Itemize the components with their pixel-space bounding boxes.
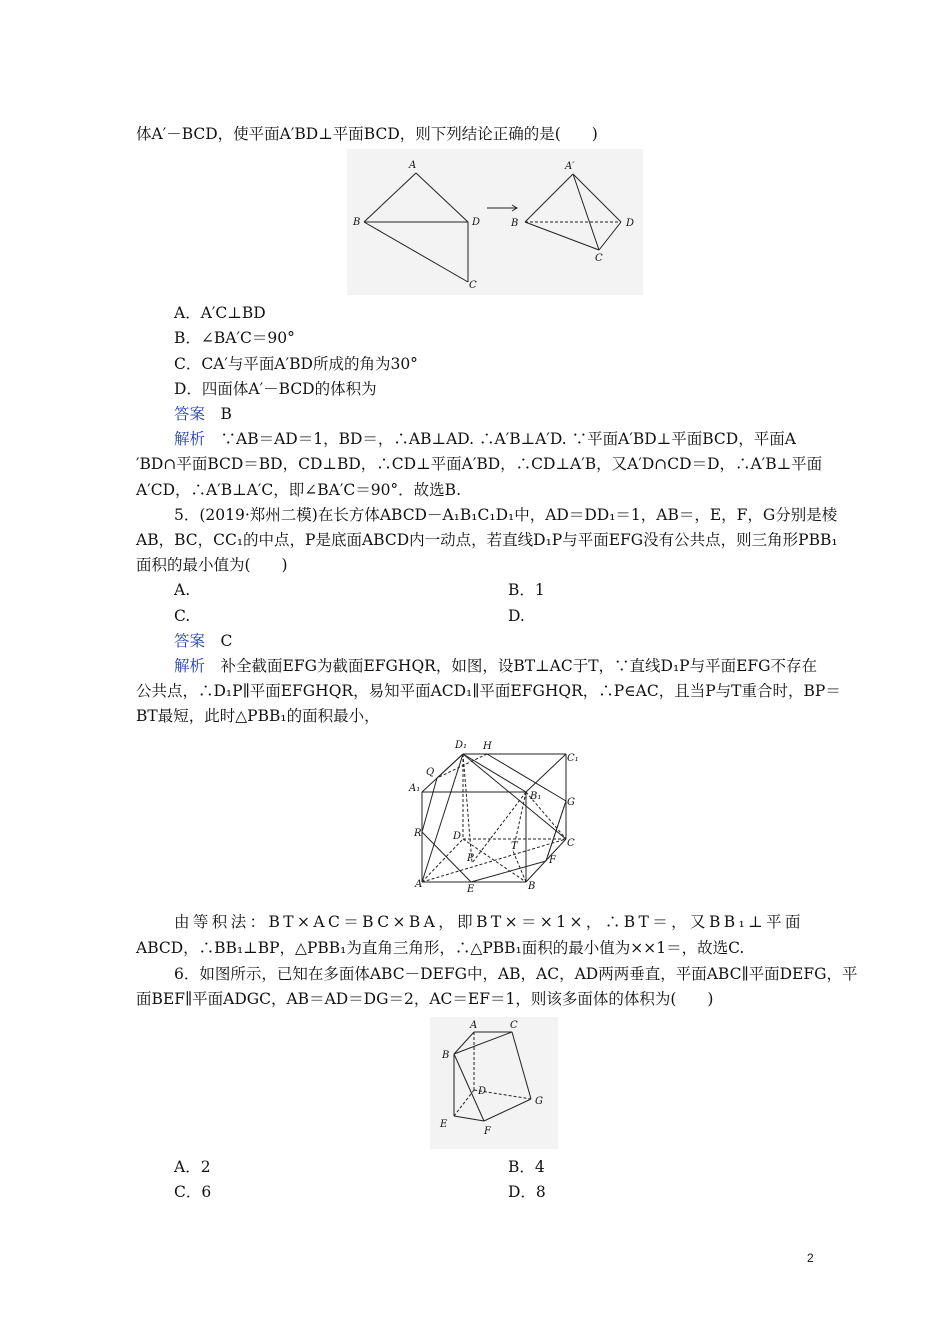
p4-option-b: B．∠BA′C＝90°: [174, 329, 295, 347]
p6-fig-label-f: F: [484, 1126, 491, 1137]
p4-fig-label-c2: C: [595, 253, 603, 264]
p5-fig-label-d1: D₁: [455, 740, 468, 751]
page-number: 2: [807, 1251, 814, 1265]
p5-analysis-text-1: 补全截面EFG为截面EFGHQR，如图，设BT⊥AC于T，∵直线D₁P与平面EFG不存在: [220, 657, 818, 675]
p5-fig-label-d: D: [453, 831, 462, 842]
p5-analysis-line-3: BT最短，此时△PBB₁的面积最小，: [136, 707, 380, 725]
p5-figure: [403, 737, 590, 893]
p5-analysis-line-2: 公共点，∴D₁P∥平面EFGHQR，易知平面ACD₁∥平面EFGHQR，∴P∈AC，且当P与T重合时，BP＝: [136, 682, 841, 700]
p5-answer-label: 答案: [174, 632, 206, 650]
p5-analysis-line-1: [174, 656, 817, 676]
p5-fig-label-e: E: [467, 884, 475, 893]
p5-fig-label-p: P: [467, 853, 474, 864]
p4-analysis-line-2: ′BD∩平面BCD＝BD，CD⊥BD，∴CD⊥平面A′BD，∴CD⊥A′B，又A′D∩CD＝D，∴A′B⊥平面: [136, 455, 823, 473]
p5-stem-line-1: 5．(2019·郑州二模)在长方体ABCD－A₁B₁C₁D₁中，AD＝DD₁＝1，AB＝，E，F，G分别是棱: [174, 506, 838, 524]
p5-fig-label-g: G: [567, 797, 575, 808]
p5-fig-label-r: R: [414, 828, 422, 839]
p5-fig-label-q: Q: [426, 767, 435, 778]
p4-analysis-line-1: [174, 429, 796, 449]
p4-fig-label-c: C: [469, 280, 477, 291]
p6-fig-label-g: G: [535, 1096, 543, 1107]
p5-fig-label-b1: B₁: [530, 791, 542, 802]
p5-fig-label-c: C: [567, 838, 575, 849]
p4-figure: [347, 149, 643, 295]
p4-analysis-label: 解析: [174, 430, 206, 448]
p4-fig-label-d2: D: [626, 218, 635, 229]
p4-analysis-text-1: ∵AB＝AD＝1，BD＝，∴AB⊥AD. ∴A′B⊥A′D. ∵平面A′BD⊥平面BCD，平面A: [220, 430, 796, 448]
p4-answer-value: B: [220, 405, 232, 423]
p4-answer-label: 答案: [174, 405, 206, 423]
p4-option-d: D．四面体A′－BCD的体积为: [174, 380, 377, 398]
p4-option-a: A．A′C⊥BD: [174, 304, 266, 322]
p5-stem-line-2: AB，BC，CC₁的中点，P是底面ABCD内一动点，若直线D₁P与平面EFG没有公共点，则三角形PBB₁: [136, 531, 838, 549]
p6-option-b: B．4: [508, 1158, 545, 1176]
p5-option-a: A.: [174, 581, 191, 599]
p5-option-d: D.: [508, 607, 525, 625]
p4-option-c: C．CA′与平面A′BD所成的角为30°: [174, 355, 418, 373]
p5-stem-line-3: 面积的最小值为( ): [136, 556, 288, 574]
p6-option-d: D．8: [508, 1183, 546, 1201]
p4-intro: 体A′－BCD，使平面A′BD⊥平面BCD，则下列结论正确的是( ): [136, 125, 598, 143]
p5-answer-value: C: [220, 632, 233, 650]
p6-option-a: A．2: [174, 1158, 211, 1176]
p4-answer: [174, 404, 232, 424]
p5-answer: [174, 631, 232, 651]
p5-fig-label-a1: A₁: [409, 783, 421, 794]
p5-fig-label-f: F: [549, 855, 556, 866]
p5-fig-label-b: B: [528, 881, 536, 892]
p6-fig-label-b: B: [442, 1050, 450, 1061]
p4-fig-label-d: D: [472, 217, 481, 228]
p6-option-c: C．6: [174, 1183, 212, 1201]
p4-fig-label-b: B: [353, 217, 361, 228]
p5-option-c: C.: [174, 607, 191, 625]
p5-fig-label-t: T: [511, 841, 518, 852]
p5-fig-label-h: H: [483, 741, 492, 752]
p6-fig-label-e: E: [440, 1119, 448, 1130]
p6-stem-line-2: 面BEF∥平面ADGC，AB＝AD＝DG＝2，AC＝EF＝1，则该多面体的体积为( ): [136, 990, 714, 1008]
p5-fig-label-a: A: [415, 879, 423, 890]
p5-fig-label-c1: C₁: [567, 753, 579, 764]
p4-fig-label-a: A: [409, 160, 417, 171]
p6-fig-label-a: A: [470, 1020, 478, 1031]
p6-figure: [430, 1017, 558, 1149]
p5-option-b: B．1: [508, 581, 545, 599]
p5-analysis-label: 解析: [174, 657, 206, 675]
p6-fig-label-d: D: [478, 1086, 487, 1097]
p5-after-line-2: ABCD，∴BB₁⊥BP，△PBB₁为直角三角形，∴△PBB₁面积的最小值为××1＝，故选C.: [136, 939, 745, 957]
p5-after-line-1: 由等积法：BT×AC＝BC×BA，即BT×＝×1×，∴BT＝，又BB₁⊥平面: [174, 913, 804, 931]
p4-analysis-line-3: A′CD，∴A′B⊥A′C，即∠BA′C＝90°．故选B.: [136, 481, 461, 499]
p6-stem-line-1: 6．如图所示，已知在多面体ABC－DEFG中，AB，AC，AD两两垂直，平面ABC∥平面DEFG，平: [174, 965, 858, 983]
p6-fig-label-c: C: [510, 1020, 518, 1031]
p4-fig-label-b2: B: [511, 218, 519, 229]
p4-fig-label-a2: A′: [565, 161, 575, 172]
